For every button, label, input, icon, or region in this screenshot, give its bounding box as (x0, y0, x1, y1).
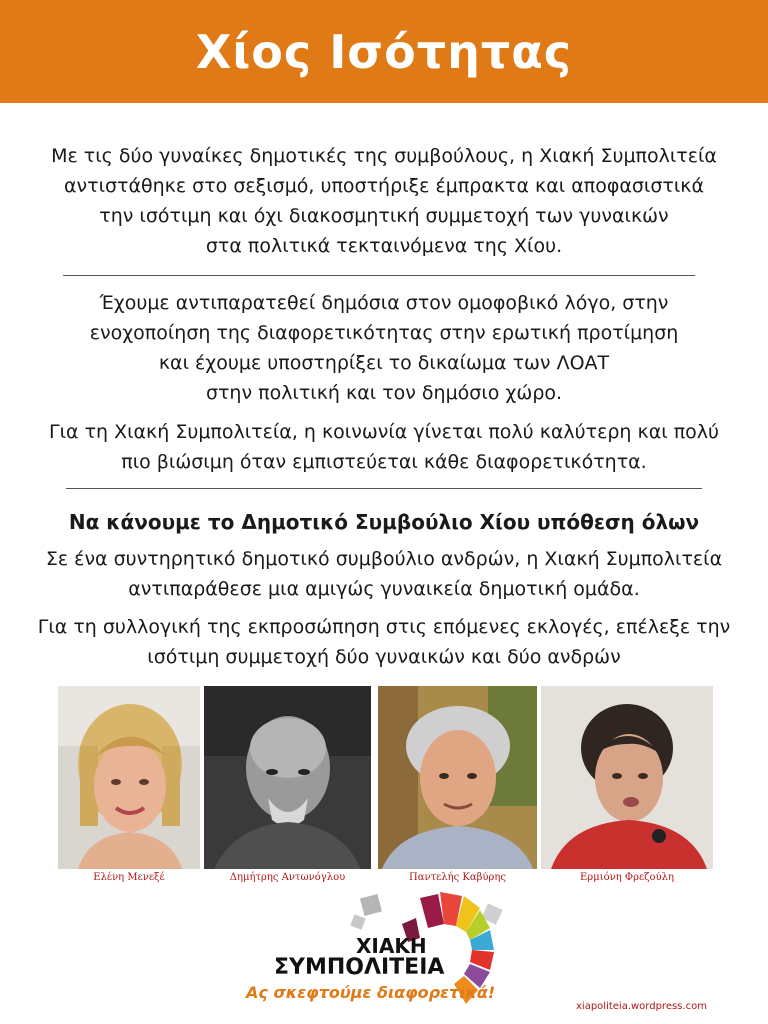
candidate-photo-4 (541, 686, 713, 869)
council-paragraph-1 (0, 544, 768, 604)
candidate-photo-3 (378, 686, 537, 869)
council-paragraph-2 (0, 612, 768, 672)
text-line: Για τη Χιακή Συμπολιτεία, η κοινωνία γίνεται πολύ καλύτερη και πολύ (48, 421, 719, 443)
text-line: αντιπαράθεσε μια αμιγώς γυναικεία δημοτική ομάδα. (128, 578, 640, 600)
candidate-name: Ερμιόνη Φρεζούλη (580, 872, 674, 883)
candidate-name: Ελένη Μενεξέ (93, 872, 165, 883)
candidate-name: Παντελής Καβύρης (409, 872, 506, 883)
candidate-photo-1 (58, 686, 200, 869)
website-link[interactable]: xiapoliteia.wordpress.com (576, 1001, 707, 1012)
text-line: πιο βιώσιμη όταν εμπιστεύεται κάθε διαφορετικότητα. (121, 451, 647, 473)
candidate-name: Δημήτρης Αντωνόγλου (229, 872, 346, 883)
candidate-photo-2 (204, 686, 371, 869)
text-line: Για τη συλλογική της εκπροσώπηση στις επόμενες εκλογές, επέλεξε την (37, 616, 731, 638)
text-line: την ισότιμη και όχι διακοσμητική συμμετοχή των γυναικών (99, 205, 669, 227)
text-line: Έχουμε αντιπαρατεθεί δημόσια στον ομοφοβικό λόγο, στην (99, 292, 669, 314)
text-line: στα πολιτικά τεκταινόμενα της Χίου. (205, 235, 563, 257)
intro-paragraph (0, 141, 768, 261)
text-line: και έχουμε υποστηρίξει το δικαίωμα των ΛΟΑΤ (158, 352, 610, 374)
council-heading: Να κάνουμε το Δημοτικό Συμβούλιο Χίου υπόθεση όλων (68, 510, 700, 534)
text-line: στην πολιτική και τον δημόσιο χώρο. (205, 382, 563, 404)
divider (66, 488, 702, 489)
text-line: αντιστάθηκε στο σεξισμό, υποστήριξε έμπρακτα και αποφασιστικά (64, 175, 704, 197)
logo-line-1: ΧΙΑΚΗ (356, 934, 427, 958)
title-banner (0, 0, 768, 103)
text-line: ισότιμη συμμετοχή δύο γυναικών και δύο ανδρών (147, 646, 621, 668)
slogan: Ας σκεφτούμε διαφορετικά! (246, 983, 496, 1002)
divider (63, 275, 695, 276)
lgbt-paragraph (0, 288, 768, 408)
logo-line-2: ΣΥΜΠΟΛΙΤΕΙΑ (274, 955, 445, 980)
text-line: Σε ένα συντηρητικό δημοτικό συμβούλιο ανδρών, η Χιακή Συμπολιτεία (45, 548, 723, 570)
page-title: Χίος Ισότητας (195, 24, 573, 79)
text-line: Με τις δύο γυναίκες δημοτικές της συμβούλους, η Χιακή Συμπολιτεία (51, 145, 717, 167)
text-line: ενοχοποίηση της διαφορετικότητας στην ερωτική προτίμηση (89, 322, 679, 344)
society-paragraph (0, 417, 768, 477)
